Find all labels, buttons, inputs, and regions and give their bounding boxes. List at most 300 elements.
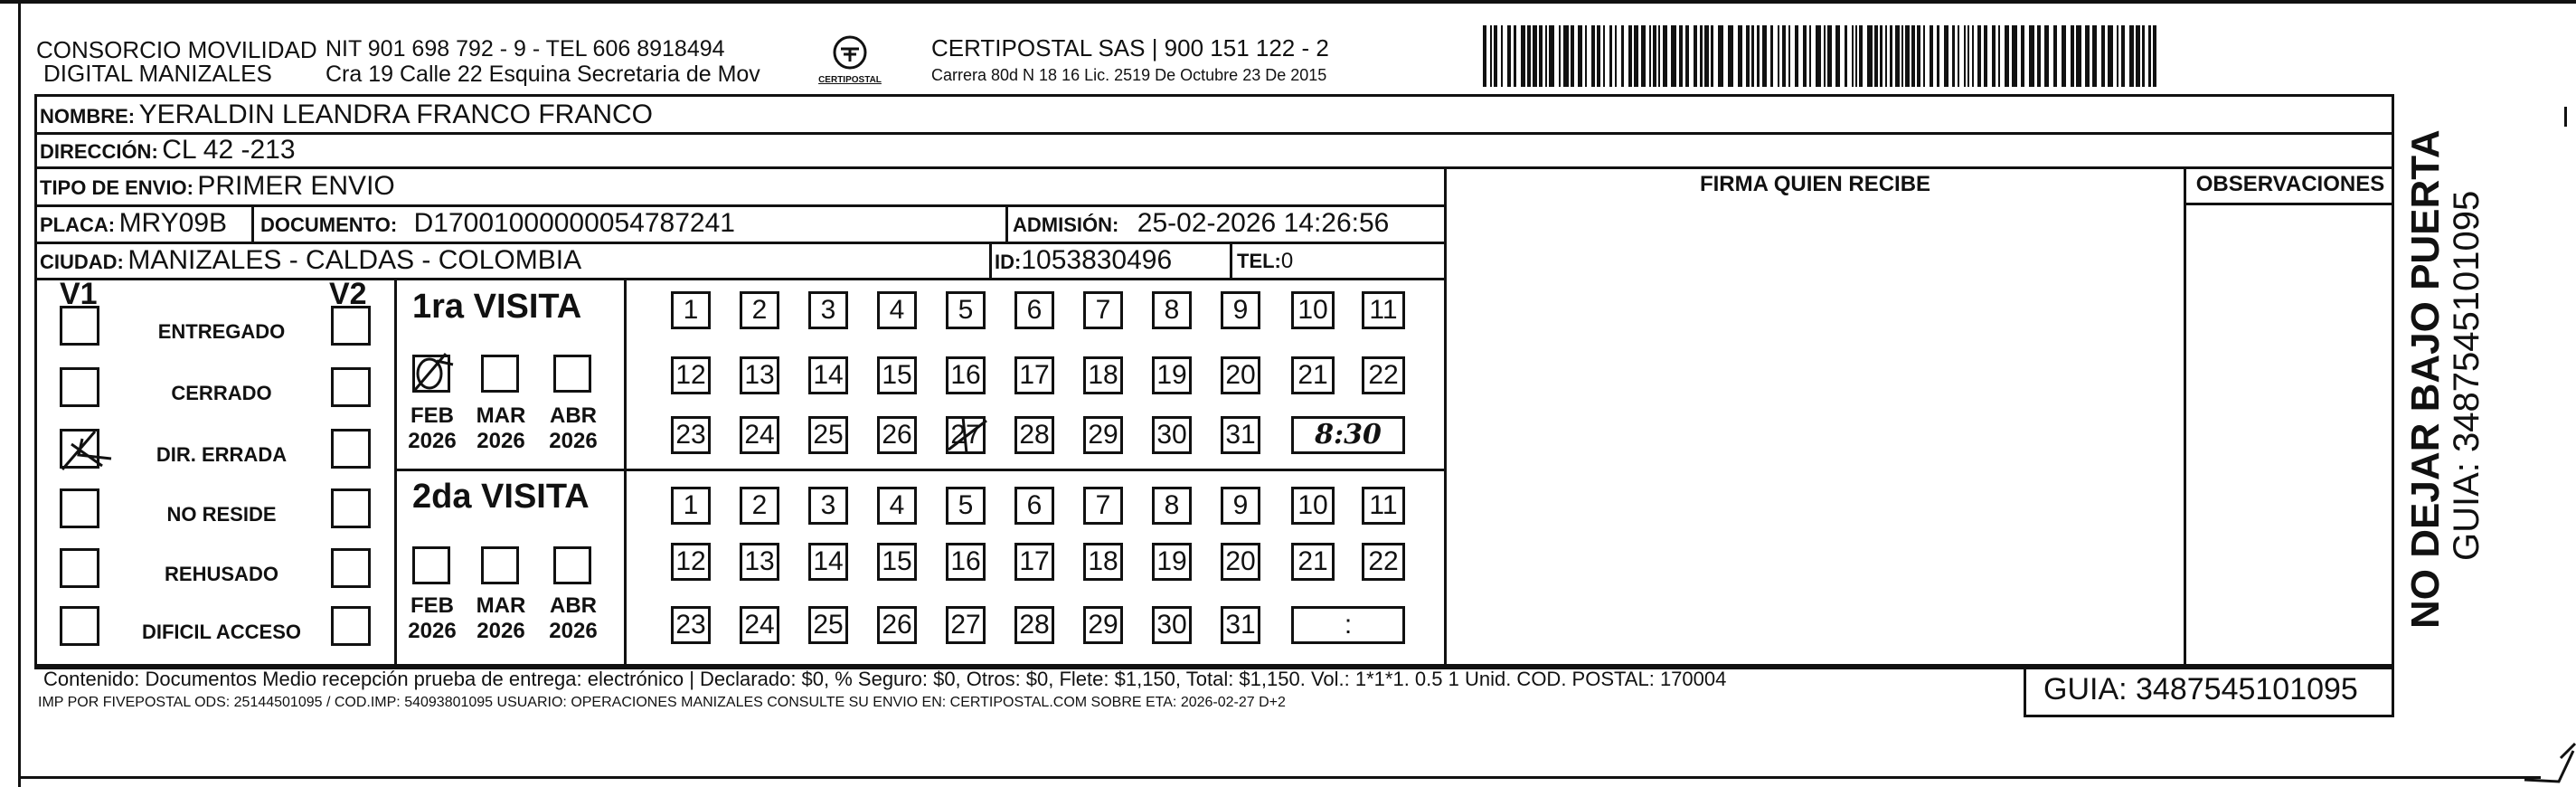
barcode-bar (1685, 25, 1689, 87)
barcode-bar (1998, 25, 2000, 87)
first-visit-day-number: 17 (1019, 360, 1050, 390)
barcode-bar (1494, 25, 1497, 87)
first-visit-day-number: 21 (1297, 360, 1328, 390)
status-option-label: NO RESIDE (166, 503, 277, 526)
barcode-bar (2029, 25, 2034, 87)
barcode-bar (1718, 25, 1723, 87)
barcode (1483, 25, 2161, 87)
first-visit-day-box[interactable] (877, 416, 917, 454)
guia-box-bottom (2024, 715, 2394, 717)
first-visit-day-box[interactable] (808, 416, 848, 454)
carrier-info (931, 34, 1329, 85)
first-visit-day-box[interactable] (740, 291, 779, 329)
second-visit-day-number: 25 (813, 610, 844, 640)
second-visit-day-number: 27 (950, 610, 981, 640)
second-visit-day-box[interactable] (1083, 543, 1123, 581)
first-visit-day-box[interactable] (877, 291, 917, 329)
second-visit-day-box[interactable] (946, 606, 986, 644)
second-visit-month-checkbox[interactable] (553, 546, 591, 584)
second-visit-day-box[interactable] (1152, 606, 1192, 644)
second-visit-day-box[interactable] (740, 606, 779, 644)
v2-checkbox[interactable] (331, 367, 371, 407)
tipo-envio-value: PRIMER ENVIO (197, 171, 395, 201)
first-visit-day-box[interactable] (1083, 416, 1123, 454)
v1-checkbox[interactable] (60, 306, 99, 346)
first-visit-day-number: 4 (889, 295, 905, 325)
barcode-bar (2071, 25, 2074, 87)
barcode-bar (1885, 25, 1887, 87)
barcode-bar (1628, 25, 1632, 87)
second-visit-day-number: 2 (751, 490, 768, 520)
first-visit-day-box[interactable] (808, 291, 848, 329)
row-line-2 (34, 166, 2394, 169)
first-visit-day-box[interactable] (1291, 356, 1335, 394)
tel-value: 0 (1280, 249, 1294, 273)
first-visit-day-number: 16 (950, 360, 981, 390)
barcode-bar (1852, 25, 1854, 87)
barcode-bar (1809, 25, 1811, 87)
tipo-envio-label: TIPO DE ENVIO: (40, 176, 193, 199)
first-visit-day-box[interactable] (1152, 291, 1192, 329)
sender-info (326, 36, 760, 87)
second-visit-day-box[interactable] (877, 606, 917, 644)
barcode-bar (1880, 25, 1882, 87)
documento-cell (260, 208, 735, 239)
second-visit-day-box[interactable] (1083, 487, 1123, 525)
id-label: ID: (995, 251, 1022, 273)
second-visit-day-box[interactable] (1152, 543, 1192, 581)
barcode-bar (1549, 25, 1554, 87)
second-visit-day-box[interactable] (808, 543, 848, 581)
first-visit-day-box[interactable] (671, 416, 711, 454)
second-visit-day-box[interactable] (1221, 543, 1260, 581)
bottom-edge-line (18, 776, 2541, 779)
status-option-label: ENTREGADO (157, 320, 286, 343)
barcode-bar (1944, 25, 1949, 87)
second-visit-day-box[interactable] (1291, 543, 1335, 581)
second-visit-day-box[interactable] (740, 487, 779, 525)
direccion-label: DIRECCIÓN: (40, 140, 158, 163)
second-visit-day-number: 24 (744, 610, 775, 640)
first-visit-day-box[interactable] (1014, 291, 1054, 329)
col-line-days (624, 278, 627, 664)
first-visit-day-number: 23 (675, 420, 706, 450)
carrier-name: CERTIPOSTAL SAS | 900 151 122 - 2 (931, 34, 1329, 62)
barcode-bar (2044, 25, 2049, 87)
documento-value: D17001000000054787241 (413, 208, 735, 238)
barcode-bar (1952, 25, 1955, 87)
nombre-row (40, 100, 653, 130)
second-visit-day-box[interactable] (1362, 487, 1405, 525)
barcode-bar (1824, 25, 1826, 87)
right-edge-mark (2564, 107, 2567, 127)
barcode-bar (1641, 25, 1646, 87)
barcode-bar (1917, 25, 1920, 87)
first-visit-day-number: 11 (1369, 295, 1398, 325)
second-visit-day-box[interactable] (946, 543, 986, 581)
handwritten-check-icon (410, 348, 455, 394)
first-visit-day-box[interactable] (671, 291, 711, 329)
barcode-bar (1905, 25, 1910, 87)
col-line-observaciones (2184, 166, 2186, 664)
first-visit-day-box[interactable] (1362, 356, 1405, 394)
first-visit-day-number: 31 (1225, 420, 1256, 450)
barcode-bar (1874, 25, 1878, 87)
first-visit-day-box[interactable] (740, 356, 779, 394)
col-line-status (394, 278, 397, 664)
first-visit-month-checkbox[interactable] (553, 355, 591, 393)
firma-header: FIRMA QUIEN RECIBE (1699, 172, 1931, 196)
v2-checkbox[interactable] (331, 429, 371, 469)
row-line-1 (34, 132, 2394, 135)
v2-checkbox[interactable] (331, 306, 371, 346)
documento-label: DOCUMENTO: (260, 213, 398, 236)
first-visit-day-box[interactable] (808, 356, 848, 394)
second-visit-month-checkbox[interactable] (412, 546, 450, 584)
v1-checkbox[interactable] (60, 548, 99, 588)
row-line-4 (34, 242, 1447, 244)
second-visit-month-label: MAR 2026 (476, 593, 526, 643)
barcode-bar (1770, 25, 1773, 87)
first-visit-day-box[interactable] (946, 416, 986, 454)
first-visit-day-number: 13 (744, 360, 775, 390)
barcode-bar (1972, 25, 1974, 87)
barcode-bar (2076, 25, 2081, 87)
barcode-bar (2012, 25, 2017, 87)
barcode-bar (2136, 25, 2140, 87)
second-visit-day-number: 3 (820, 490, 836, 520)
second-visit-day-number: 10 (1297, 490, 1328, 520)
barcode-bar (1845, 25, 1847, 87)
first-visit-day-number: 29 (1088, 420, 1118, 450)
barcode-bar (1563, 25, 1569, 87)
barcode-bar (1835, 25, 1840, 87)
first-visit-day-box[interactable] (1014, 356, 1054, 394)
first-visit-day-number: 10 (1297, 295, 1328, 325)
v2-checkbox[interactable] (331, 606, 371, 646)
v1-checkbox[interactable] (60, 429, 99, 469)
barcode-bar (2053, 25, 2057, 87)
barcode-bar (2117, 25, 2118, 87)
barcode-bar (1757, 25, 1760, 87)
barcode-bar (2148, 25, 2151, 87)
second-visit-time-box[interactable] (1291, 606, 1405, 644)
first-visit-day-box[interactable] (946, 356, 986, 394)
second-visit-day-box[interactable] (1221, 487, 1260, 525)
corner-fold-mark (2523, 742, 2576, 787)
barcode-bar (1634, 25, 1638, 87)
barcode-bar (2129, 25, 2134, 87)
barcode-bar (2085, 25, 2090, 87)
barcode-bar (1746, 25, 1750, 87)
second-visit-day-number: 16 (950, 546, 981, 576)
ciudad-cell (40, 245, 581, 276)
v1-header: V1 (60, 277, 98, 311)
second-visit-day-box[interactable] (1014, 487, 1054, 525)
footer-guia: GUIA: 3487545101095 (2043, 672, 2358, 706)
first-visit-day-number: 14 (813, 360, 844, 390)
col-line-guia (2024, 664, 2026, 715)
barcode-bar (1533, 25, 1537, 87)
row-line-6 (2186, 203, 2394, 205)
status-option-label: REHUSADO (165, 563, 278, 585)
col-line-id (989, 242, 992, 278)
second-visit-day-box[interactable] (877, 543, 917, 581)
certipostal-logo (814, 34, 886, 85)
barcode-bar (1937, 25, 1939, 87)
second-visit-day-box[interactable] (1083, 606, 1123, 644)
direccion-row (40, 135, 296, 166)
barcode-bar (1649, 25, 1651, 87)
visit-divider (394, 469, 1447, 471)
first-visit-day-number: 18 (1088, 360, 1118, 390)
second-visit-day-box[interactable] (946, 487, 986, 525)
barcode-bar (1795, 25, 1798, 87)
second-visit-day-number: 19 (1156, 546, 1187, 576)
barcode-bar (1816, 25, 1821, 87)
v2-checkbox[interactable] (331, 488, 371, 528)
barcode-bar (1490, 25, 1492, 87)
first-visit-month-label: MAR 2026 (476, 403, 526, 453)
barcode-bar (2121, 25, 2125, 87)
v2-checkbox[interactable] (331, 548, 371, 588)
nombre-value: YERALDIN LEANDRA FRANCO FRANCO (138, 100, 653, 129)
first-visit-day-box[interactable] (1152, 416, 1192, 454)
side-guia: GUIA: 3487545101095 (2447, 190, 2486, 561)
second-visit-day-number: 13 (744, 546, 775, 576)
first-visit-day-number: 7 (1095, 295, 1111, 325)
first-visit-month-label: ABR 2026 (549, 403, 598, 453)
first-visit-month-checkbox[interactable] (412, 355, 450, 393)
second-visit-day-number: 30 (1156, 610, 1187, 640)
second-visit-day-number: 15 (882, 546, 912, 576)
first-visit-day-number: 28 (1019, 420, 1050, 450)
barcode-bar (2005, 25, 2009, 87)
first-visit-day-box[interactable] (1221, 291, 1260, 329)
barcode-bar (1559, 25, 1561, 87)
second-visit-time-value: : (1344, 610, 1353, 640)
first-visit-day-number: 26 (882, 420, 912, 450)
barcode-bar (1923, 25, 1925, 87)
second-visit-day-number: 5 (958, 490, 974, 520)
barcode-bar (1711, 25, 1713, 87)
v2-header: V2 (329, 277, 367, 311)
second-visit-day-number: 11 (1369, 490, 1398, 520)
v1-checkbox[interactable] (60, 367, 99, 407)
top-edge-line (0, 0, 2576, 4)
col-line-admision (1005, 204, 1008, 242)
admision-value: 25-02-2026 14:26:56 (1137, 208, 1390, 238)
first-visit-day-number: 6 (1026, 295, 1043, 325)
barcode-bar (1671, 25, 1676, 87)
second-visit-day-number: 20 (1225, 546, 1256, 576)
barcode-bar (1658, 25, 1660, 87)
barcode-bar (1679, 25, 1683, 87)
first-visit-day-number: 2 (751, 295, 768, 325)
barcode-bar (1603, 25, 1605, 87)
second-visit-month-label: ABR 2026 (549, 593, 598, 643)
tipo-envio-row (40, 171, 395, 202)
first-visit-day-number: 20 (1225, 360, 1256, 390)
guia-box-right (2392, 664, 2394, 717)
company-name (36, 38, 317, 85)
barcode-bar (1855, 25, 1857, 87)
second-visit-day-number: 31 (1225, 610, 1256, 640)
first-visit-day-box[interactable] (1221, 416, 1260, 454)
handwritten-strike-icon (945, 413, 992, 459)
first-visit-day-number: 22 (1368, 360, 1399, 390)
row-line-5 (34, 278, 1447, 280)
barcode-bar (2062, 25, 2066, 87)
status-option-label: CERRADO (171, 382, 272, 404)
first-visit-day-number: 30 (1156, 420, 1187, 450)
barcode-bar (1890, 25, 1892, 87)
first-visit-day-box[interactable] (1221, 356, 1260, 394)
barcode-bar (2092, 25, 2097, 87)
barcode-bar (1700, 25, 1703, 87)
barcode-bar (1911, 25, 1915, 87)
barcode-bar (1788, 25, 1790, 87)
second-visit-day-box[interactable] (1152, 487, 1192, 525)
placa-cell (40, 208, 227, 239)
col-line-signature (1444, 166, 1447, 664)
barcode-bar (1591, 25, 1595, 87)
barcode-bar (1578, 25, 1582, 87)
second-visit-day-box[interactable] (808, 487, 848, 525)
barcode-bar (1694, 25, 1697, 87)
barcode-bar (1867, 25, 1873, 87)
barcode-bar (1615, 25, 1617, 87)
handwritten-mark-icon (59, 428, 113, 473)
first-visit-day-box[interactable] (1291, 291, 1335, 329)
first-visit-day-box[interactable] (1083, 291, 1123, 329)
first-visit-day-box[interactable] (1083, 356, 1123, 394)
second-visit-day-number: 1 (683, 490, 699, 520)
footer-line (34, 664, 2394, 667)
barcode-bar (1782, 25, 1786, 87)
barcode-bar (1527, 25, 1531, 87)
barcode-bar (2037, 25, 2041, 87)
second-visit-day-box[interactable] (1362, 543, 1405, 581)
first-visit-day-number: 8 (1164, 295, 1180, 325)
second-visit-day-box[interactable] (740, 543, 779, 581)
nombre-label: NOMBRE: (40, 105, 136, 128)
barcode-bar (1992, 25, 1996, 87)
first-visit-day-number: 19 (1156, 360, 1187, 390)
first-visit-day-number: 9 (1232, 295, 1249, 325)
first-visit-time-value: 8:30 (1315, 419, 1382, 450)
second-visit-day-number: 7 (1095, 490, 1111, 520)
first-visit-day-box[interactable] (671, 356, 711, 394)
v1-checkbox[interactable] (60, 606, 99, 646)
barcode-bar (1514, 25, 1516, 87)
barcode-bar (1984, 25, 1987, 87)
barcode-bar (1501, 25, 1503, 87)
second-visit-day-box[interactable] (1014, 543, 1054, 581)
first-visit-time-box[interactable] (1291, 416, 1405, 454)
logo-emblem-icon (832, 34, 868, 71)
first-visit-day-box[interactable] (1152, 356, 1192, 394)
second-visit-month-checkbox[interactable] (481, 546, 519, 584)
first-visit-day-box[interactable] (1362, 291, 1405, 329)
barcode-bar (1539, 25, 1543, 87)
col-line-placa (251, 204, 254, 242)
company-line-2: DIGITAL MANIZALES (43, 60, 272, 87)
first-visit-day-box[interactable] (1014, 416, 1054, 454)
second-visit-day-box[interactable] (1221, 606, 1260, 644)
first-visit-month-label: FEB 2026 (408, 403, 457, 453)
first-visit-day-box[interactable] (877, 356, 917, 394)
first-visit-day-number: 15 (882, 360, 912, 390)
placa-value: MRY09B (118, 208, 228, 238)
second-visit-day-number: 4 (889, 490, 905, 520)
barcode-bar (1901, 25, 1903, 87)
no-dejar-bajo-puerta: NO DEJAR BAJO PUERTA (2403, 129, 2448, 629)
first-visit-title: 1ra VISITA (412, 288, 582, 326)
barcode-bar (1967, 25, 1969, 87)
logo-text: CERTIPOSTAL (818, 75, 882, 85)
first-visit-day-number: 5 (958, 295, 974, 325)
barcode-bar (1521, 25, 1525, 87)
second-visit-day-box[interactable] (877, 487, 917, 525)
barcode-bar (1827, 25, 1832, 87)
first-visit-day-box[interactable] (740, 416, 779, 454)
barcode-bar (1778, 25, 1779, 87)
barcode-bar (1895, 25, 1900, 87)
observaciones-header: OBSERVACIONES (2195, 172, 2385, 196)
barcode-bar (1597, 25, 1600, 87)
barcode-bar (1930, 25, 1933, 87)
barcode-bar (1958, 25, 1959, 87)
first-visit-month-checkbox[interactable] (481, 355, 519, 393)
second-visit-day-number: 9 (1232, 490, 1249, 520)
placa-label: PLACA: (40, 213, 116, 236)
barcode-bar (1762, 25, 1767, 87)
second-visit-day-box[interactable] (1014, 606, 1054, 644)
carrier-address: Carrera 80d N 18 16 Lic. 2519 De Octubre 23 De 2015 (931, 66, 1327, 84)
barcode-bar (1977, 25, 1981, 87)
company-line-1: CONSORCIO MOVILIDAD (36, 36, 317, 63)
status-option-label: DIFICIL ACCESO (141, 621, 301, 643)
barcode-bar (2153, 25, 2156, 87)
admision-label: ADMISIÓN: (1013, 213, 1119, 236)
second-visit-day-number: 21 (1297, 546, 1328, 576)
second-visit-day-number: 8 (1164, 490, 1180, 520)
tel-label: TEL: (1237, 250, 1281, 272)
second-visit-day-box[interactable] (671, 487, 711, 525)
ciudad-value: MANIZALES - CALDAS - COLOMBIA (127, 245, 582, 275)
id-cell (995, 245, 1172, 276)
nit-tel: NIT 901 698 792 - 9 - TEL 606 8918494 (326, 36, 725, 62)
barcode-bar (2108, 25, 2113, 87)
second-visit-day-number: 12 (675, 546, 706, 576)
barcode-bar (1585, 25, 1587, 87)
v1-checkbox[interactable] (60, 488, 99, 528)
second-visit-day-box[interactable] (671, 606, 711, 644)
second-visit-day-number: 26 (882, 610, 912, 640)
barcode-bar (1653, 25, 1656, 87)
barcode-bar (1704, 25, 1709, 87)
row-line-3 (34, 204, 1447, 207)
second-visit-day-box[interactable] (671, 543, 711, 581)
second-visit-day-box[interactable] (1291, 487, 1335, 525)
first-visit-day-number: 25 (813, 420, 844, 450)
footer-print-info: IMP POR FIVEPOSTAL ODS: 25144501095 / COD.IMP: 54093801095 USUARIO: OPERACIONES MANIZALES CONSULTE SU ENVIO EN: CERTIPOSTAL.COM SOBRE ETA: 2026-02-27 D+2 (38, 695, 1286, 710)
footer-contents: Contenido: Documentos Medio recepción prueba de entrega: electrónico | Declarado: $0, % Seguro: $0, Otros: $0, Flete: $1,150, Total: $1,150. Vol.: 1*1*1. 0.5 1 Unid. COD. POSTAL: 170004 (43, 668, 1727, 690)
first-visit-day-box[interactable] (946, 291, 986, 329)
tel-cell (1237, 249, 1293, 274)
second-visit-day-box[interactable] (808, 606, 848, 644)
